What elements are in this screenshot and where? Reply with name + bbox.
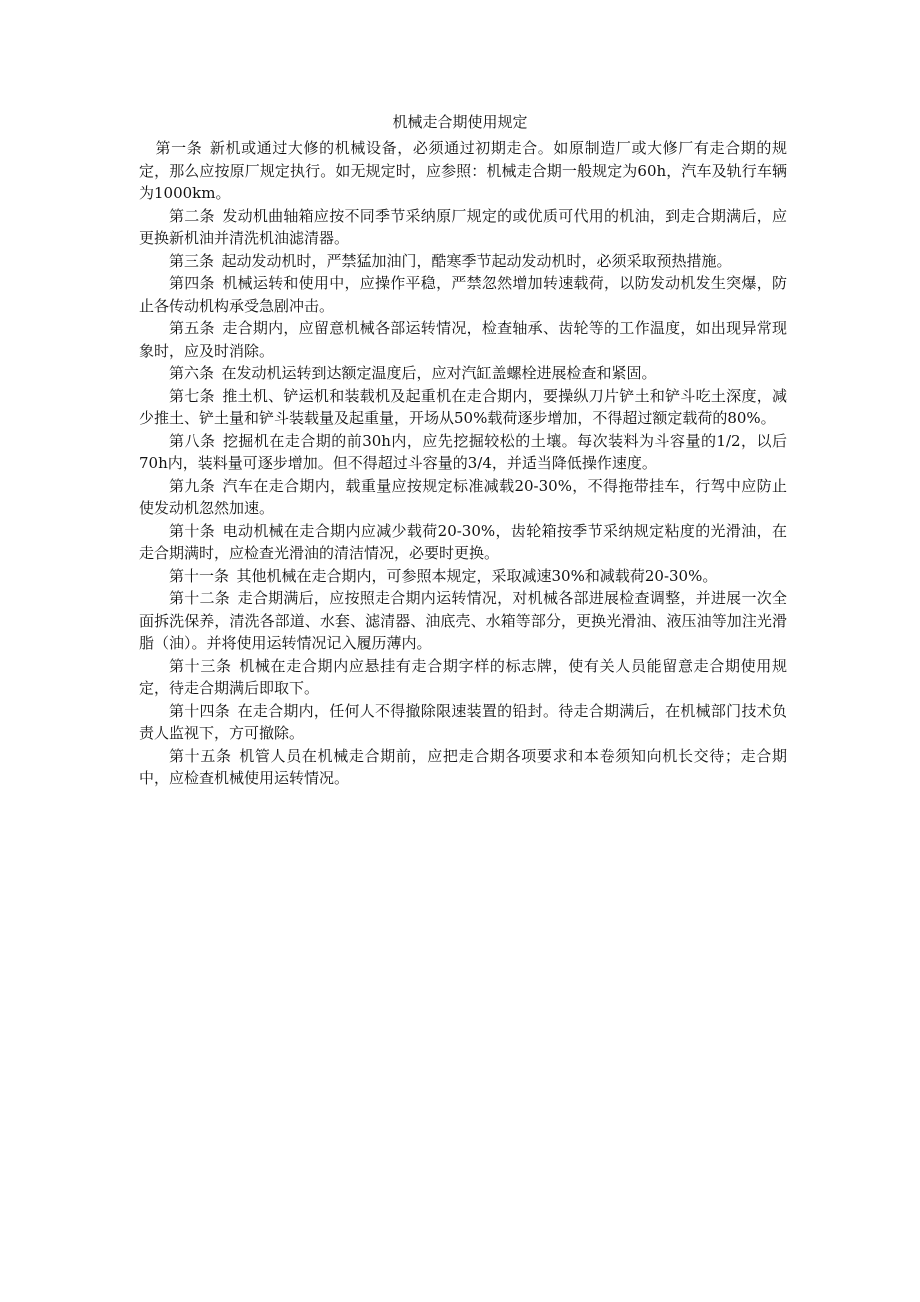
article-3: [139, 250, 787, 273]
article-text: 电动机械在走合期内应减少载荷20-30%，齿轮箱按季节采纳规定粘度的光滑油，在走合期满时，应检查光滑油的清洁情况，必要时更换。: [139, 521, 787, 562]
article-text: 走合期内，应留意机械各部运转情况，检查轴承、齿轮等的工作温度，如出现异常现象时，应及时消除。: [139, 319, 787, 360]
article-text: 发动机曲轴箱应按不同季节采纳原厂规定的或优质可代用的机油，到走合期满后，应更换新机油并清洗机油滤清器。: [139, 206, 787, 247]
article-number: 第九条: [169, 476, 216, 495]
article-12: [139, 587, 787, 655]
article-number: 第十条: [169, 521, 216, 540]
article-text: 推土机、铲运机和装载机及起重机在走合期内，要操纵刀片铲土和铲斗吃土深度，减少推土、铲土量和铲斗装载量及起重量，开场从50%载荷逐步增加，不得超过额定载荷的80%。: [139, 386, 787, 427]
article-number: 第三条: [169, 251, 215, 270]
article-number: 第十三条: [169, 656, 232, 675]
article-9: [139, 475, 787, 520]
article-text: 新机或通过大修的机械设备，必须通过初期走合。如原制造厂或大修厂有走合期的规定，那么应按原厂规定执行。如无规定时，应参照：机械走合期一般规定为60h，汽车及轨行车辆为1000km。: [139, 139, 787, 202]
article-10: [139, 520, 787, 565]
article-text: 挖掘机在走合期的前30h内，应先挖掘较松的土壤。每次装料为斗容量的1/2，以后70h内，装料量可逐步增加。但不得超过斗容量的3/4，并适当降低操作速度。: [139, 431, 787, 472]
article-text: 汽车在走合期内，载重量应按规定标准减载20-30%，不得拖带挂车，行驾中应防止使发动机忽然加速。: [139, 476, 787, 517]
article-number: 第十五条: [169, 746, 232, 765]
article-7: [139, 385, 787, 430]
article-number: 第七条: [169, 386, 215, 405]
article-text: 走合期满后，应按照走合期内运转情况，对机械各部进展检查调整，并进展一次全面拆洗保养，清洗各部道、水套、滤清器、油底壳、水箱等部分，更换光滑油、液压油等加注光滑脂（油）。并将使用运转情况记入履历薄内。: [139, 589, 787, 652]
article-number: 第十二条: [169, 589, 231, 607]
article-2: [139, 205, 787, 250]
article-text: 机械运转和使用中，应操作平稳，严禁忽然增加转速载荷，以防发动机发生突爆，防止各传动机构承受急剧冲击。: [139, 274, 787, 315]
article-8: [139, 430, 787, 475]
article-15: [139, 745, 787, 790]
article-text: 其他机械在走合期内，可参照本规定，采取减速30%和减载荷20-30%。: [236, 566, 718, 585]
article-5: [139, 317, 787, 362]
article-13: [139, 655, 787, 700]
article-number: 第一条: [155, 139, 203, 157]
article-number: 第二条: [169, 206, 215, 225]
document-body: [139, 137, 787, 790]
article-number: 第五条: [169, 319, 215, 337]
article-text: 机管人员在机械走合期前，应把走合期各项要求和本卷须知向机长交待；走合期中，应检查机械使用运转情况。: [139, 746, 787, 787]
article-1: [139, 137, 787, 205]
article-text: 机械在走合期内应悬挂有走合期字样的标志牌，使有关人员能留意走合期使用规定，待走合期满后即取下。: [139, 656, 787, 697]
article-number: 第十四条: [169, 701, 231, 720]
document-title: 机械走合期使用规定: [392, 113, 528, 131]
article-11: [139, 565, 787, 588]
article-text: 在发动机运转到达额定温度后，应对汽缸盖螺栓进展检查和紧固。: [221, 364, 657, 382]
article-number: 第八条: [169, 431, 216, 450]
article-text: 在走合期内，任何人不得撤除限速装置的铅封。待走合期满后，在机械部门技术负责人监视下，方可撤除。: [139, 701, 787, 742]
article-6: [139, 362, 787, 385]
article-number: 第四条: [169, 274, 215, 292]
article-number: 第六条: [169, 364, 215, 382]
article-text: 起动发动机时，严禁猛加油门，酷寒季节起动发动机时，必须采取预热措施。: [221, 251, 732, 270]
article-4: [139, 272, 787, 317]
article-14: [139, 700, 787, 745]
article-number: 第十一条: [169, 566, 230, 585]
